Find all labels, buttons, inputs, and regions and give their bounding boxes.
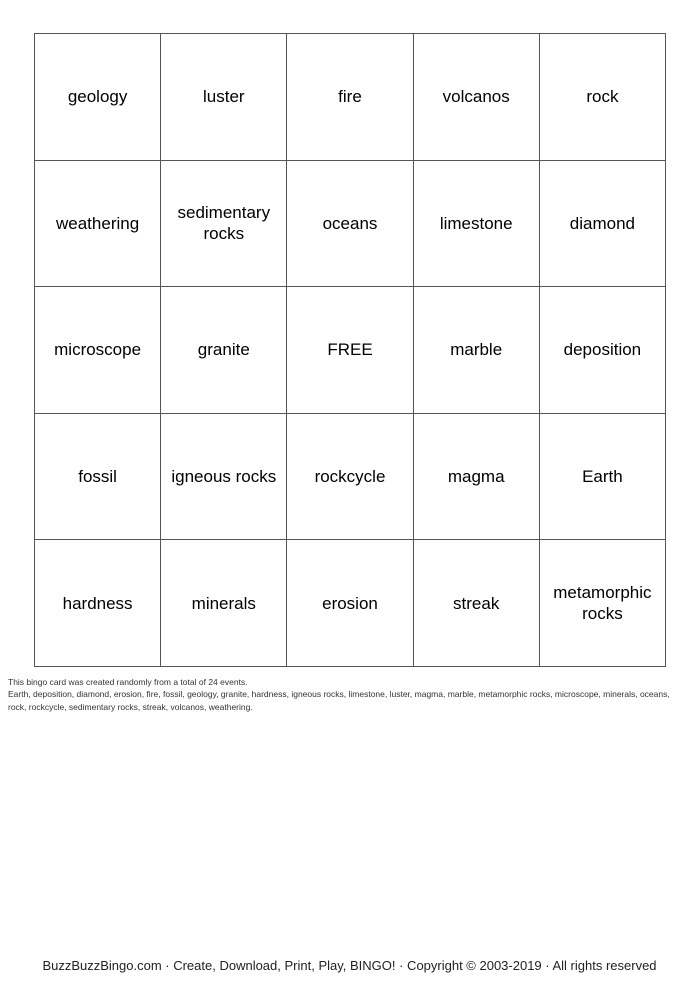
bingo-cell[interactable]: limestone: [414, 161, 540, 288]
bingo-cell[interactable]: deposition: [540, 287, 666, 414]
footer-text: BuzzBuzzBingo.com · Create, Download, Print, Play, BINGO! · Copyright © 2003-2019 · All rights reserved: [42, 958, 657, 973]
bingo-cell[interactable]: FREE: [287, 287, 413, 414]
bingo-cell[interactable]: granite: [161, 287, 287, 414]
bingo-cell[interactable]: fire: [287, 34, 413, 161]
bingo-cell[interactable]: rockcycle: [287, 414, 413, 541]
bingo-cell[interactable]: metamorphic rocks: [540, 540, 666, 667]
bingo-cell[interactable]: magma: [414, 414, 540, 541]
bingo-cell[interactable]: sedimentary rocks: [161, 161, 287, 288]
bingo-cell[interactable]: luster: [161, 34, 287, 161]
bingo-cell[interactable]: hardness: [35, 540, 161, 667]
caption-word-list: Earth, deposition, diamond, erosion, fire, fossil, geology, granite, hardness, igneous rocks, limestone, luster, magma, marble, metamorphic rocks, microscope, minerals, oceans, rock, rockcycle, sedimentary rocks, streak, volcanos, weathering.: [8, 689, 670, 712]
bingo-cell[interactable]: minerals: [161, 540, 287, 667]
caption-summary-line: This bingo card was created randomly from a total of 24 events.: [8, 677, 248, 687]
bingo-cell[interactable]: streak: [414, 540, 540, 667]
bingo-cell[interactable]: marble: [414, 287, 540, 414]
bingo-cell[interactable]: erosion: [287, 540, 413, 667]
bingo-cell[interactable]: geology: [35, 34, 161, 161]
page-footer: [0, 958, 699, 975]
bingo-cell[interactable]: igneous rocks: [161, 414, 287, 541]
bingo-cell[interactable]: Earth: [540, 414, 666, 541]
bingo-grid: [34, 33, 666, 667]
bingo-cell[interactable]: volcanos: [414, 34, 540, 161]
bingo-cell[interactable]: weathering: [35, 161, 161, 288]
bingo-cell[interactable]: diamond: [540, 161, 666, 288]
card-caption: [8, 676, 684, 713]
bingo-cell[interactable]: fossil: [35, 414, 161, 541]
bingo-cell[interactable]: rock: [540, 34, 666, 161]
bingo-cell[interactable]: oceans: [287, 161, 413, 288]
bingo-cell[interactable]: microscope: [35, 287, 161, 414]
